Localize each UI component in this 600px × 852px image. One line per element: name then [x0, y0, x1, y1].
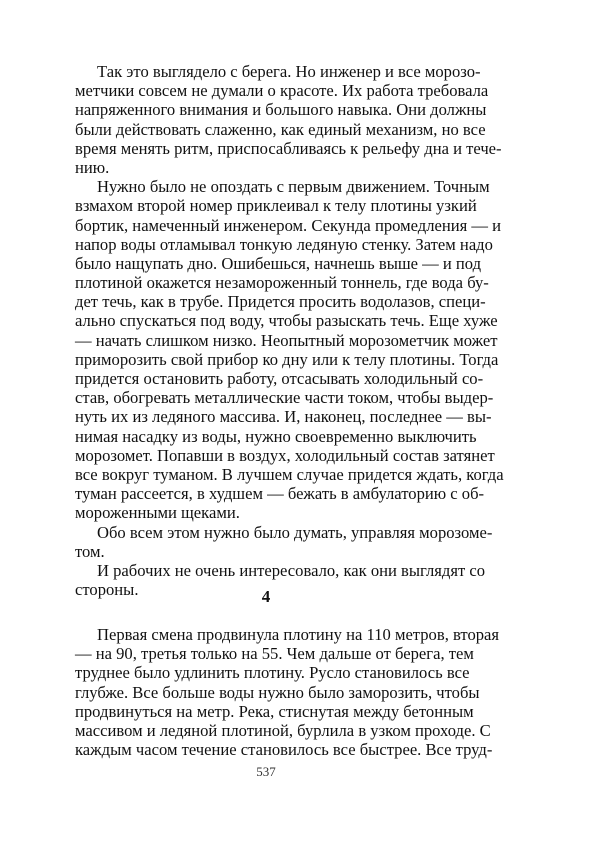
- text-line: стороны.: [75, 580, 139, 600]
- text-line: Нужно было не опоздать с первым движением. Точным: [97, 177, 490, 197]
- text-line: приморозить свой прибор ко дну или к телу плотины. Тогда: [75, 349, 499, 369]
- text-line: взмахом второй номер приклеивал к телу плотины узкий: [75, 196, 477, 216]
- text-line: труднее было удлинить плотину. Русло становилось все: [75, 663, 470, 683]
- text-line: напор воды отламывал тонкую ледяную стенку. Затем надо: [75, 234, 493, 254]
- text-line: морозомет. Попавши в воздух, холодильный состав затянет: [75, 445, 495, 465]
- text-line: мороженными щеками.: [75, 503, 240, 523]
- text-line: бортик, намеченный инженером. Секунда промедления — и: [75, 215, 502, 235]
- text-line: напряженного внимания и большого навыка. Они должны: [75, 100, 487, 120]
- body-text-top: [75, 62, 504, 600]
- text-line: время менять ритм, приспосабливаясь к рельефу дна и тече-: [75, 138, 502, 158]
- text-line: И рабочих не очень интересовало, как они выглядят со: [97, 560, 486, 580]
- paragraph: [75, 625, 500, 760]
- text-line: плотиной окажется незамороженный тоннель, где вода бу-: [75, 273, 489, 293]
- text-line: том.: [75, 541, 105, 561]
- text-line: придется остановить работу, отсасывать холодильный со-: [75, 369, 484, 388]
- text-line: туман рассеется, в худшем — бежать в амбулаторию с об-: [75, 484, 485, 504]
- text-line: массивом и ледяной плотиной, бурлила в узком проходе. С: [75, 720, 491, 740]
- text-line: нуть их из ледяного массива. И, наконец, последнее — вы-: [75, 407, 492, 427]
- paragraph: [75, 177, 504, 523]
- text-line: Обо всем этом нужно было думать, управляя морозоме-: [97, 522, 493, 542]
- paragraph: [75, 522, 493, 561]
- text-line: все вокруг туманом. В лучшем случае придется ждать, когда: [75, 464, 504, 484]
- text-line: каждым часом течение становилось все быстрее. Все труд-: [75, 740, 493, 760]
- text-line: — начать слишком низко. Неопытный морозометчик может: [75, 330, 498, 350]
- text-line: Первая смена продвинула плотину на 110 метров, вторая: [97, 625, 500, 644]
- text-line: дет течь, как в трубе. Придется просить водолазов, специ-: [75, 292, 486, 312]
- text-line: — на 90, третья только на 55. Чем дальше от берега, тем: [75, 644, 474, 664]
- text-line: были действовать слаженно, как единый механизм, но все: [75, 119, 486, 139]
- text-line: нию.: [75, 157, 110, 177]
- text-line: было нащупать дно. Ошибешься, начнешь выше — и под: [75, 253, 482, 273]
- text-line: нимая насадку из воды, нужно своевременно выключить: [75, 426, 477, 446]
- text-line: Так это выглядело с берега. Но инженер и все морозо-: [97, 62, 481, 81]
- section-heading: 4: [261, 587, 271, 606]
- body-text-bottom: [75, 625, 500, 760]
- text-line: ально спускаться под воду, чтобы разыскать течь. Еще хуже: [75, 311, 498, 331]
- text-line: метчики совсем не думали о красоте. Их работа требовала: [75, 81, 489, 101]
- text-line: глубже. Все больше воды нужно было заморозить, чтобы: [75, 682, 480, 702]
- paragraph: [75, 62, 502, 177]
- text-line: продвинуться на метр. Река, стиснутая между бетонным: [75, 701, 474, 721]
- page-number: 537: [256, 764, 276, 779]
- text-line: став, обогревать металлические части током, чтобы выдер-: [75, 388, 494, 408]
